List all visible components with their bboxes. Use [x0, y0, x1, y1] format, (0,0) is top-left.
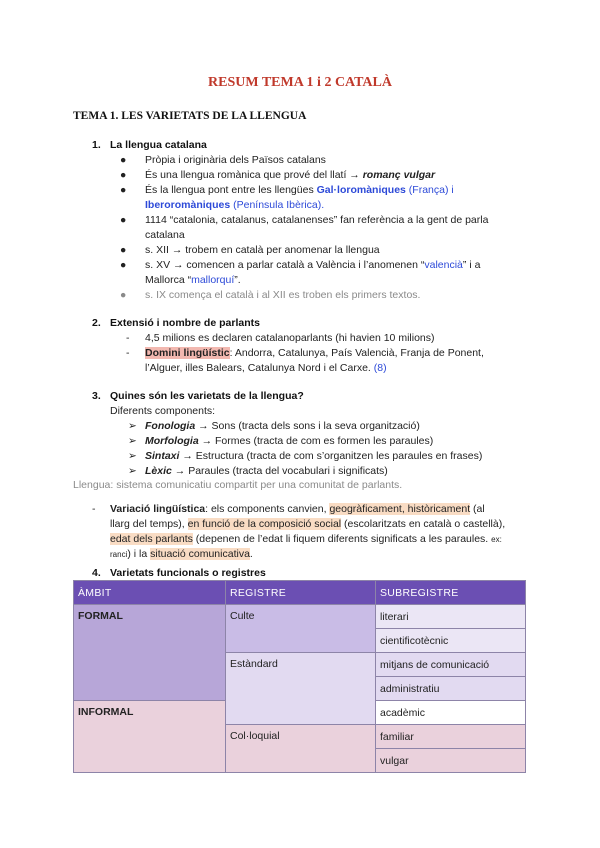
- s1-b2-emphasis: romanç vulgar: [362, 169, 436, 181]
- s1-bullet-2: [145, 168, 435, 182]
- arrow-bullet-icon: ➢: [128, 420, 137, 432]
- table-header-row: [74, 581, 526, 605]
- s1-b3-galloromaniques: Gal·loromàniques: [316, 184, 406, 196]
- bullet-icon: ●: [120, 244, 127, 256]
- dash-icon: -: [126, 332, 130, 344]
- s1-bullet-6-line1: [145, 258, 480, 272]
- s2-ref-link[interactable]: (8): [373, 362, 387, 374]
- s3-desc: → Sons (tracta dels sons i la seva organització): [195, 420, 420, 432]
- s3-term: Sintaxi: [145, 450, 180, 462]
- s3-term: Lèxic: [145, 465, 172, 477]
- bullet-icon: ●: [120, 154, 127, 166]
- ambit-formal: FORMAL: [74, 605, 226, 701]
- tema1-heading: TEMA 1. LES VARIETATS DE LA LLENGUA: [73, 110, 307, 122]
- s1-bullet-6-line2: [145, 273, 241, 287]
- arrow-bullet-icon: ➢: [128, 435, 137, 447]
- variacio-highlight: geogràficament, històricament: [329, 503, 471, 515]
- variacio-text: llarg del temps),: [110, 518, 188, 530]
- bullet-icon: ●: [120, 259, 127, 271]
- subregistre-mitjans: mitjans de comunicació: [376, 653, 526, 677]
- arrow-bullet-icon: ➢: [128, 465, 137, 477]
- s3-term: Morfologia: [145, 435, 199, 447]
- variacio-line4: [110, 547, 253, 562]
- s1-b3-text: És la llengua pont entre les llengües: [145, 184, 317, 196]
- document-title: RESUM TEMA 1 i 2 CATALÀ: [208, 75, 392, 90]
- variacio-example-word: ranci: [110, 550, 128, 559]
- s3-item-4: [145, 464, 388, 478]
- s3-item-1: [145, 419, 420, 433]
- s3-item-3: [145, 449, 482, 463]
- s2-domini-label: Domini lingüístic: [145, 347, 230, 359]
- bullet-icon: ●: [120, 214, 127, 226]
- variacio-text: ) i la: [127, 548, 151, 560]
- table-row: [74, 605, 526, 629]
- s3-intro: Diferents components:: [110, 405, 216, 417]
- variacio-text: (escolaritzats en català o castellà),: [341, 518, 506, 530]
- arrow-bullet-icon: ➢: [128, 450, 137, 462]
- ambit-informal: INFORMAL: [74, 701, 226, 773]
- s1-bullet-3-line2: [145, 198, 324, 212]
- registre-culte: Culte: [226, 605, 376, 653]
- s1-bullet-4-line2: catalana: [145, 229, 185, 241]
- variacio-highlight: situació comunicativa: [150, 548, 250, 560]
- subregistre-academic: acadèmic: [376, 701, 526, 725]
- variacio-highlight: en funció de la composició social: [187, 518, 342, 530]
- header-ambit: ÀMBIT: [74, 581, 226, 605]
- s2-item-1: 4,5 milions es declaren catalanoparlants (hi havien 10 milions): [145, 332, 435, 344]
- s1-b6-end: ”.: [234, 274, 241, 286]
- dash-icon: -: [126, 347, 130, 359]
- registre-colloquial: Col·loquial: [226, 725, 376, 773]
- s4-heading: Varietats funcionals o registres: [110, 567, 266, 579]
- bullet-icon: ●: [120, 169, 127, 181]
- s1-bullet-7: s. IX comença el català i al XII es troben els primers textos.: [145, 289, 421, 301]
- header-registre: REGISTRE: [226, 581, 376, 605]
- s1-bullet-1: Pròpia i originària dels Països catalans: [145, 154, 326, 166]
- variacio-label: Variació lingüística: [110, 503, 206, 515]
- bullet-icon: ●: [120, 289, 127, 301]
- s1-b2-text: És una llengua romànica que prové del llatí →: [145, 169, 363, 181]
- s3-desc: → Formes (tracta de com es formen les paraules): [198, 435, 434, 447]
- s1-b6-mallorca-text: Mallorca “: [145, 274, 192, 286]
- s1-b3-franca: (França) i: [405, 184, 454, 196]
- s3-item-2: [145, 434, 433, 448]
- variacio-highlight: edat dels parlants: [110, 533, 193, 545]
- registres-table: [73, 580, 526, 773]
- s1-number: 1.: [92, 139, 101, 151]
- s3-number: 3.: [92, 390, 101, 402]
- s2-number: 2.: [92, 317, 101, 329]
- header-subregistre: SUBREGISTRE: [376, 581, 526, 605]
- s2-heading: Extensió i nombre de parlants: [110, 317, 260, 329]
- s1-bullet-5: s. XII → trobem en català per anomenar la llengua: [145, 244, 380, 256]
- s2-item-2-line2: [145, 361, 387, 375]
- variacio-example: ex:: [491, 535, 502, 544]
- registre-estandard: Estàndard: [226, 653, 376, 725]
- s3-desc: → Estructura (tracta de com s’organitzen les paraules en frases): [179, 450, 483, 462]
- s1-b6-text: s. XV → comencen a parlar català a València i l’anomenen “: [145, 259, 425, 271]
- variacio-text: .: [249, 548, 253, 560]
- s2-domini-text-2: l’Alguer, illes Balears, Catalunya Nord i el Carxe.: [145, 362, 374, 374]
- variacio-text: : els components canvien,: [205, 503, 330, 515]
- s4-number: 4.: [92, 567, 101, 579]
- variacio-text: (al: [470, 503, 485, 515]
- s1-b3-peninsula: (Península Ibèrica).: [230, 199, 325, 211]
- subregistre-familiar: familiar: [376, 725, 526, 749]
- s2-domini-text: : Andorra, Catalunya, País Valencià, Franja de Ponent,: [229, 347, 484, 359]
- s3-desc: → Paraules (tracta del vocabulari i significats): [171, 465, 388, 477]
- variacio-line2: [110, 517, 505, 531]
- subregistre-vulgar: vulgar: [376, 749, 526, 773]
- variacio-line1: [110, 502, 485, 516]
- s1-heading: La llengua catalana: [110, 139, 207, 151]
- s3-term: Fonologia: [145, 420, 196, 432]
- s3-heading: Quines són les varietats de la llengua?: [110, 390, 304, 402]
- s1-b6-valencia: valencià: [424, 259, 463, 271]
- dash-icon: -: [92, 503, 96, 515]
- subregistre-cientificotecnic: cientificotècnic: [376, 629, 526, 653]
- s2-item-2-line1: [145, 346, 484, 360]
- s1-bullet-3-line1: [145, 183, 454, 197]
- subregistre-administratiu: administratiu: [376, 677, 526, 701]
- variacio-line3: [110, 532, 502, 547]
- subregistre-literari: literari: [376, 605, 526, 629]
- s1-b6-mallorqui: mallorquí: [191, 274, 235, 286]
- s1-b6-text-end: ” i a: [462, 259, 481, 271]
- s1-bullet-4-line1: 1114 “catalonia, catalanus, catalanenses” fan referència a la gent de parla: [145, 214, 489, 226]
- variacio-text: (depenen de l’edat li fiquem diferents significats a les paraules.: [192, 533, 492, 545]
- s1-b3-iberoromaniques: Iberoromàniques: [145, 199, 231, 211]
- llengua-definition: Llengua: sistema comunicatiu compartit per una comunitat de parlants.: [73, 479, 403, 491]
- bullet-icon: ●: [120, 184, 127, 196]
